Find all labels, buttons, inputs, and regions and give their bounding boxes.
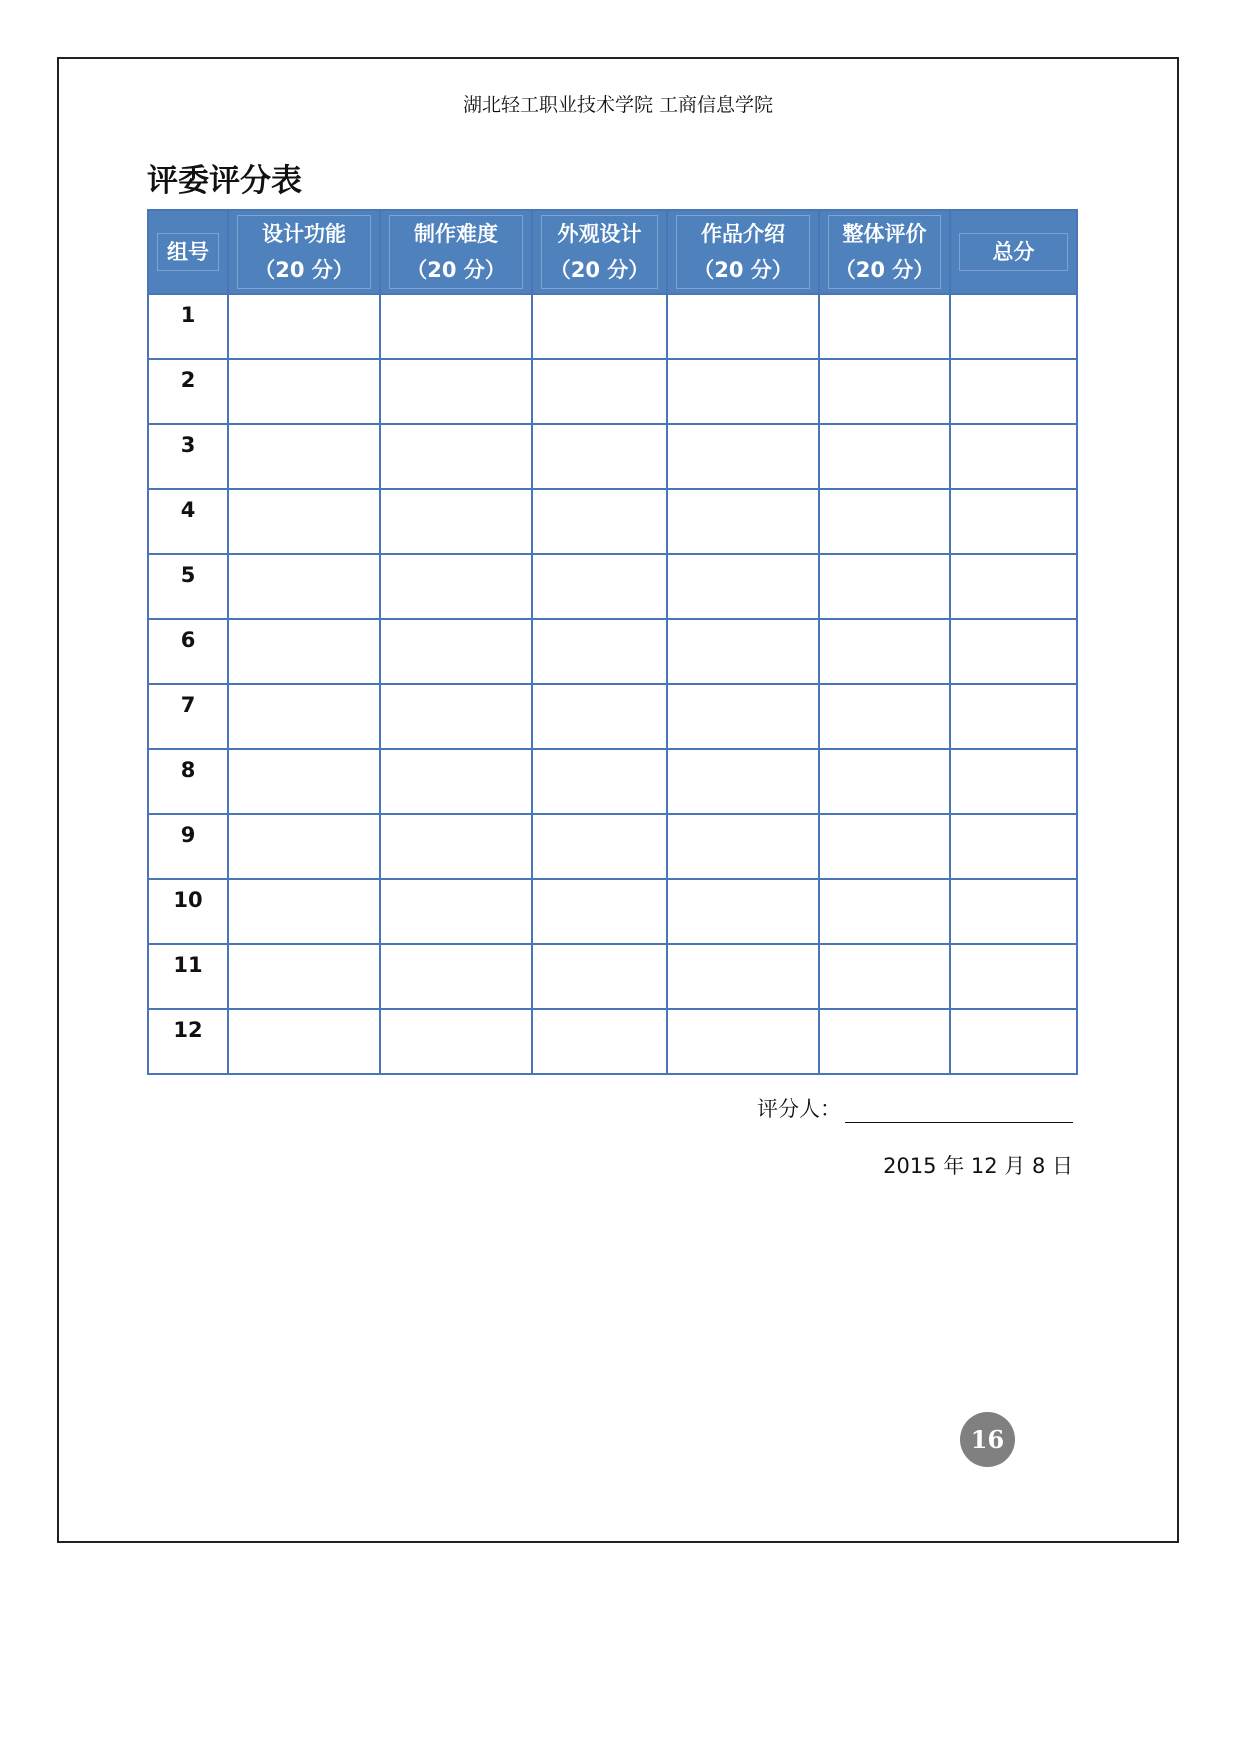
column-header-label (157, 233, 219, 271)
score-cell[interactable] (667, 359, 819, 424)
column-header-title: 组号 (167, 240, 209, 264)
score-cell[interactable] (532, 619, 667, 684)
score-cell[interactable] (532, 359, 667, 424)
score-cell[interactable] (667, 684, 819, 749)
group-number-cell: 1 (148, 294, 228, 359)
score-cell[interactable] (667, 944, 819, 1009)
column-header-points: （20 分） (549, 258, 650, 282)
score-cell[interactable] (380, 424, 532, 489)
score-cell[interactable] (532, 554, 667, 619)
table-row (148, 879, 1077, 944)
column-header-label (676, 215, 810, 289)
column-header (148, 210, 228, 294)
column-header (532, 210, 667, 294)
table-row (148, 1009, 1077, 1074)
score-cell[interactable] (667, 424, 819, 489)
column-header-points: （20 分） (693, 258, 793, 282)
score-cell[interactable] (228, 489, 380, 554)
score-cell[interactable] (532, 944, 667, 1009)
column-header-title: 作品介绍 (701, 222, 785, 246)
group-number-cell: 6 (148, 619, 228, 684)
group-number-cell: 7 (148, 684, 228, 749)
group-number-cell: 9 (148, 814, 228, 879)
score-cell[interactable] (380, 489, 532, 554)
score-cell[interactable] (380, 294, 532, 359)
score-cell[interactable] (667, 294, 819, 359)
column-header-label (541, 215, 658, 289)
score-cell[interactable] (667, 619, 819, 684)
score-cell[interactable] (819, 359, 950, 424)
score-cell[interactable] (380, 619, 532, 684)
score-cell[interactable] (228, 554, 380, 619)
table-header-row (148, 210, 1077, 294)
score-cell[interactable] (950, 879, 1077, 944)
score-cell[interactable] (667, 489, 819, 554)
score-cell[interactable] (950, 684, 1077, 749)
group-number-cell: 8 (148, 749, 228, 814)
score-cell[interactable] (667, 879, 819, 944)
score-cell[interactable] (228, 424, 380, 489)
score-cell[interactable] (380, 814, 532, 879)
column-header-title: 制作难度 (414, 222, 498, 246)
score-cell[interactable] (950, 814, 1077, 879)
score-cell[interactable] (228, 814, 380, 879)
score-cell[interactable] (950, 749, 1077, 814)
column-header (228, 210, 380, 294)
score-cell[interactable] (228, 749, 380, 814)
score-cell[interactable] (950, 619, 1077, 684)
score-cell[interactable] (380, 554, 532, 619)
page-number-badge: 16 (960, 1412, 1015, 1467)
document-date: 2015 年 12 月 8 日 (883, 1154, 1073, 1178)
column-header-title: 设计功能 (262, 222, 346, 246)
table-row (148, 619, 1077, 684)
score-cell[interactable] (228, 619, 380, 684)
score-cell[interactable] (819, 749, 950, 814)
column-header-title: 整体评价 (842, 222, 927, 246)
score-cell[interactable] (819, 424, 950, 489)
table-row (148, 359, 1077, 424)
score-cell[interactable] (667, 554, 819, 619)
column-header (819, 210, 950, 294)
score-cell[interactable] (667, 749, 819, 814)
score-cell[interactable] (819, 294, 950, 359)
score-cell[interactable] (532, 684, 667, 749)
table-row (148, 814, 1077, 879)
group-number-cell: 4 (148, 489, 228, 554)
table-row (148, 749, 1077, 814)
table-row (148, 294, 1077, 359)
score-cell[interactable] (380, 749, 532, 814)
group-number-cell: 2 (148, 359, 228, 424)
score-cell[interactable] (819, 879, 950, 944)
column-header-title: 总分 (992, 240, 1035, 264)
column-header-label (959, 233, 1068, 271)
score-cell[interactable] (819, 944, 950, 1009)
score-cell[interactable] (950, 424, 1077, 489)
score-cell[interactable] (228, 879, 380, 944)
score-cell[interactable] (950, 294, 1077, 359)
score-cell[interactable] (950, 359, 1077, 424)
column-header (950, 210, 1077, 294)
score-cell[interactable] (819, 489, 950, 554)
table-row (148, 424, 1077, 489)
score-cell[interactable] (950, 1009, 1077, 1074)
score-table (147, 209, 1078, 1075)
score-cell[interactable] (228, 294, 380, 359)
page-frame (57, 57, 1179, 1543)
column-header-points: （20 分） (834, 258, 935, 282)
score-cell[interactable] (667, 814, 819, 879)
rater-signature (757, 1093, 1073, 1123)
score-cell[interactable] (532, 879, 667, 944)
document-title: 评委评分表 (147, 163, 302, 199)
score-cell[interactable] (950, 489, 1077, 554)
score-cell[interactable] (532, 1009, 667, 1074)
group-number-cell: 11 (148, 944, 228, 1009)
group-number-cell: 3 (148, 424, 228, 489)
table-row (148, 684, 1077, 749)
score-cell[interactable] (532, 294, 667, 359)
score-cell[interactable] (380, 684, 532, 749)
score-cell[interactable] (532, 489, 667, 554)
table-body (148, 294, 1077, 1074)
group-number-cell: 5 (148, 554, 228, 619)
score-cell[interactable] (532, 814, 667, 879)
column-header-points: （20 分） (406, 258, 506, 282)
rater-label: 评分人： (757, 1097, 841, 1121)
score-cell[interactable] (380, 1009, 532, 1074)
column-header (380, 210, 532, 294)
score-cell[interactable] (228, 1009, 380, 1074)
score-cell[interactable] (380, 359, 532, 424)
column-header-label (389, 215, 523, 289)
column-header-label (828, 215, 941, 289)
score-cell[interactable] (380, 879, 532, 944)
table-row (148, 554, 1077, 619)
rater-signature-line[interactable] (845, 1098, 1073, 1123)
score-cell[interactable] (819, 684, 950, 749)
score-cell[interactable] (950, 554, 1077, 619)
score-cell[interactable] (228, 944, 380, 1009)
score-cell[interactable] (532, 749, 667, 814)
column-header-label (237, 215, 371, 289)
table-row (148, 489, 1077, 554)
score-cell[interactable] (667, 1009, 819, 1074)
score-cell[interactable] (819, 619, 950, 684)
score-cell[interactable] (950, 944, 1077, 1009)
column-header (667, 210, 819, 294)
score-cell[interactable] (819, 1009, 950, 1074)
score-cell[interactable] (532, 424, 667, 489)
group-number-cell: 12 (148, 1009, 228, 1074)
score-cell[interactable] (819, 814, 950, 879)
column-header-points: （20 分） (254, 258, 354, 282)
score-cell[interactable] (819, 554, 950, 619)
score-cell[interactable] (228, 684, 380, 749)
institution-header: 湖北轻工职业技术学院 工商信息学院 (462, 94, 774, 116)
score-cell[interactable] (228, 359, 380, 424)
column-header-title: 外观设计 (557, 222, 642, 246)
score-cell[interactable] (380, 944, 532, 1009)
table-row (148, 944, 1077, 1009)
group-number-cell: 10 (148, 879, 228, 944)
